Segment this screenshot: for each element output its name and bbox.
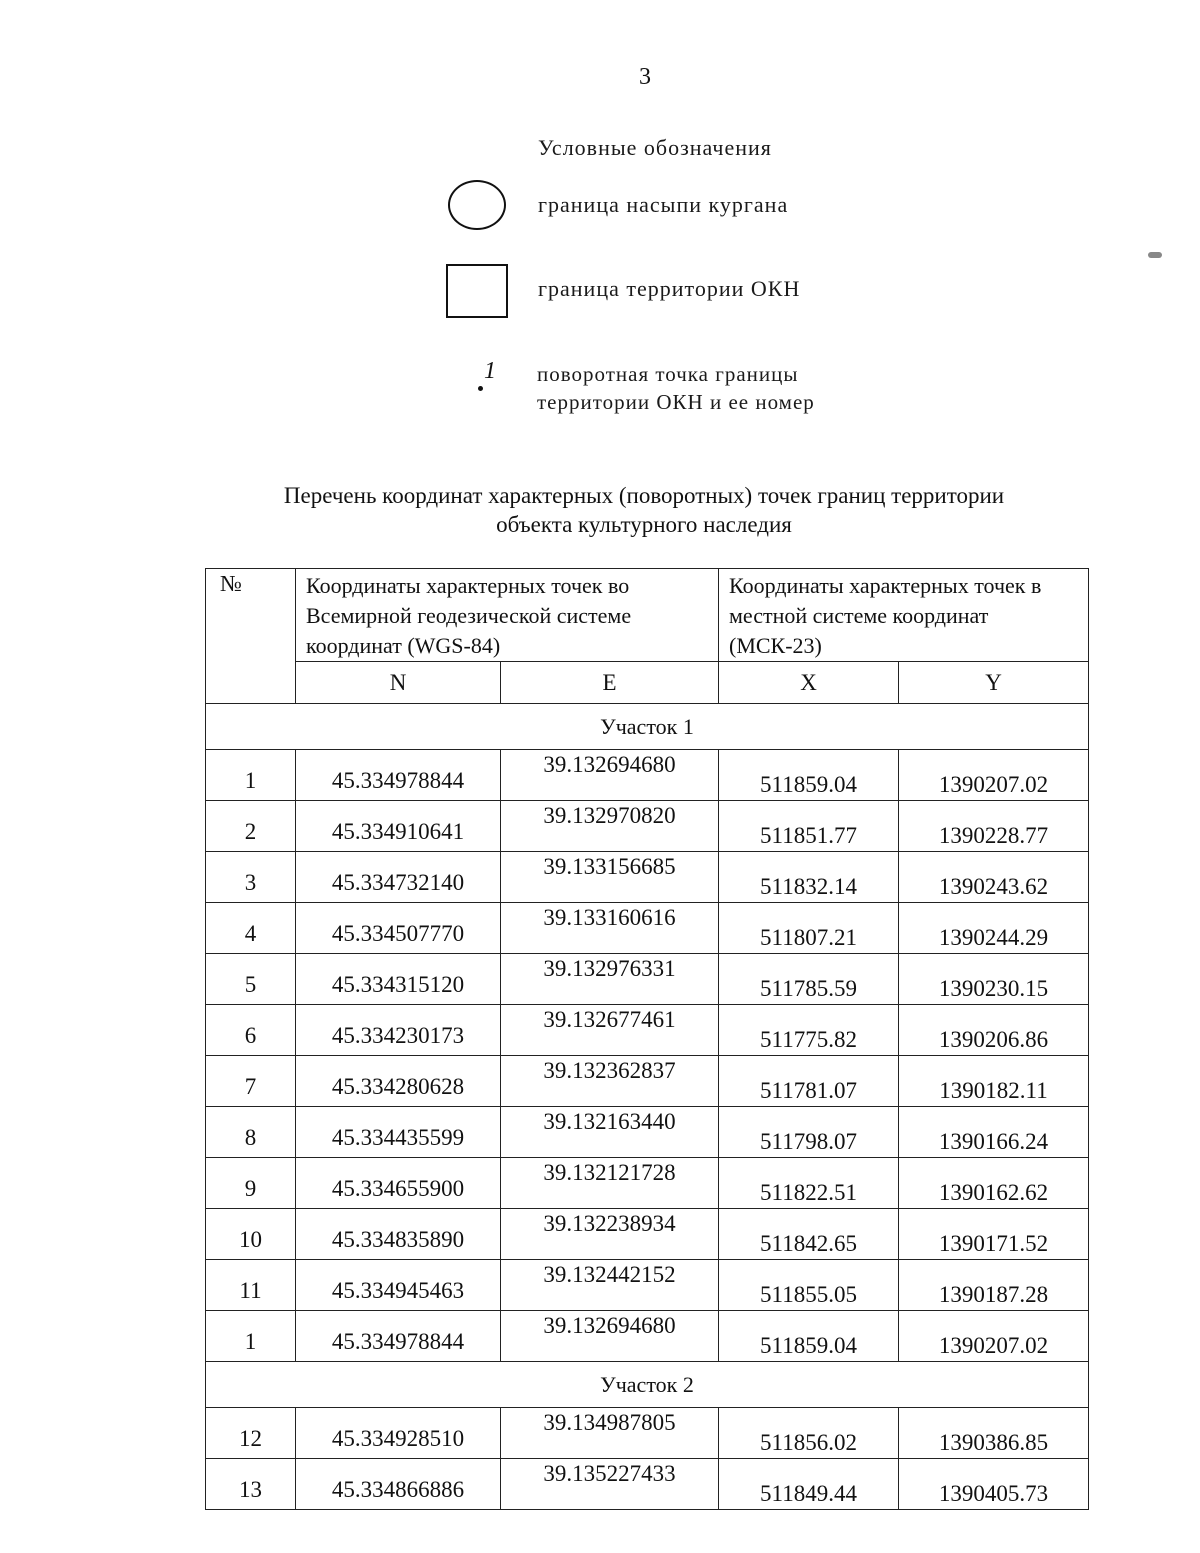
cell-e: 39.132362837 [501,1056,719,1107]
cell-y: 1390182.11 [899,1056,1089,1107]
table-row [206,1056,1089,1107]
cell-n: 45.334507770 [296,903,501,954]
table-row [206,1209,1089,1260]
cell-y: 1390166.24 [899,1107,1089,1158]
square-outline-icon [446,264,508,318]
section-title: Участок 2 [206,1362,1089,1408]
scan-speck [1148,252,1162,258]
cell-e: 39.132442152 [501,1260,719,1311]
cell-n: 45.334732140 [296,852,501,903]
legend-title: Условные обозначения [538,135,772,160]
cell-e: 39.134987805 [501,1408,719,1459]
cell-y: 1390243.62 [899,852,1089,903]
point-marker-icon [472,358,512,398]
legend-label-turning-point [537,360,815,416]
table-row [206,1311,1089,1362]
cell-x: 511859.04 [719,1311,899,1362]
cell-n: 45.334835890 [296,1209,501,1260]
header-msk23-group: Координаты характерных точек в местной системе координат (МСК-23) [719,569,1089,662]
cell-y: 1390228.77 [899,801,1089,852]
cell-point-number: 6 [206,1005,296,1056]
cell-point-number: 1 [206,750,296,801]
cell-y: 1390171.52 [899,1209,1089,1260]
cell-e: 39.133156685 [501,852,719,903]
cell-x: 511822.51 [719,1158,899,1209]
cell-e: 39.135227433 [501,1459,719,1510]
cell-x: 511842.65 [719,1209,899,1260]
cell-point-number: 12 [206,1408,296,1459]
table-body [206,704,1089,1510]
table-row [206,1459,1089,1510]
cell-point-number: 4 [206,903,296,954]
cell-e: 39.133160616 [501,903,719,954]
cell-x: 511807.21 [719,903,899,954]
cell-x: 511832.14 [719,852,899,903]
legend-label-territory-boundary: граница территории ОКН [538,276,801,301]
section-row [206,1362,1089,1408]
cell-x: 511798.07 [719,1107,899,1158]
cell-y: 1390386.85 [899,1408,1089,1459]
cell-x: 511785.59 [719,954,899,1005]
cell-y: 1390207.02 [899,1311,1089,1362]
cell-y: 1390162.62 [899,1158,1089,1209]
cell-n: 45.334435599 [296,1107,501,1158]
cell-x: 511781.07 [719,1056,899,1107]
cell-point-number: 10 [206,1209,296,1260]
cell-e: 39.132694680 [501,750,719,801]
cell-n: 45.334910641 [296,801,501,852]
section-title: Участок 1 [206,704,1089,750]
header-y: Y [899,662,1089,704]
coordinates-table [205,568,1089,1510]
table-row [206,852,1089,903]
cell-e: 39.132121728 [501,1158,719,1209]
cell-y: 1390207.02 [899,750,1089,801]
cell-x: 511851.77 [719,801,899,852]
cell-y: 1390187.28 [899,1260,1089,1311]
cell-point-number: 3 [206,852,296,903]
table-row [206,1005,1089,1056]
cell-y: 1390244.29 [899,903,1089,954]
point-marker-number: 1 [484,358,496,384]
page-number: 3 [639,64,651,90]
cell-point-number: 9 [206,1158,296,1209]
table-row [206,1408,1089,1459]
table-row [206,903,1089,954]
cell-e: 39.132238934 [501,1209,719,1260]
cell-x: 511855.05 [719,1260,899,1311]
legend-label-turning-point-line2: территории ОКН и ее номер [537,390,815,414]
cell-point-number: 5 [206,954,296,1005]
table-title-line2: объекта культурного наследия [496,512,792,537]
legend-label-turning-point-line1: поворотная точка границы [537,362,799,386]
cell-n: 45.334945463 [296,1260,501,1311]
header-number: № [206,569,296,704]
table-row [206,954,1089,1005]
cell-point-number: 11 [206,1260,296,1311]
table-title [200,481,1088,539]
cell-point-number: 1 [206,1311,296,1362]
header-x: X [719,662,899,704]
cell-n: 45.334315120 [296,954,501,1005]
legend-label-mound-boundary: граница насыпи кургана [538,192,789,217]
cell-e: 39.132694680 [501,1311,719,1362]
cell-n: 45.334928510 [296,1408,501,1459]
cell-x: 511859.04 [719,750,899,801]
circle-outline-icon [448,180,506,230]
table-title-line1: Перечень координат характерных (поворотных) точек границ территории [283,483,1005,508]
table-row [206,1260,1089,1311]
table-row [206,801,1089,852]
cell-point-number: 7 [206,1056,296,1107]
cell-n: 45.334280628 [296,1056,501,1107]
cell-point-number: 2 [206,801,296,852]
cell-point-number: 8 [206,1107,296,1158]
cell-e: 39.132163440 [501,1107,719,1158]
header-e: E [501,662,719,704]
cell-y: 1390206.86 [899,1005,1089,1056]
cell-n: 45.334230173 [296,1005,501,1056]
table-row [206,1107,1089,1158]
header-n: N [296,662,501,704]
table-row [206,1158,1089,1209]
cell-point-number: 13 [206,1459,296,1510]
cell-x: 511775.82 [719,1005,899,1056]
cell-e: 39.132970820 [501,801,719,852]
cell-x: 511849.44 [719,1459,899,1510]
cell-e: 39.132677461 [501,1005,719,1056]
table-row [206,750,1089,801]
cell-x: 511856.02 [719,1408,899,1459]
cell-y: 1390230.15 [899,954,1089,1005]
cell-e: 39.132976331 [501,954,719,1005]
cell-y: 1390405.73 [899,1459,1089,1510]
cell-n: 45.334866886 [296,1459,501,1510]
cell-n: 45.334655900 [296,1158,501,1209]
section-row [206,704,1089,750]
header-wgs84-group: Координаты характерных точек во Всемирной геодезической системе координат (WGS-84) [296,569,719,662]
cell-n: 45.334978844 [296,750,501,801]
cell-n: 45.334978844 [296,1311,501,1362]
point-dot [478,386,483,391]
